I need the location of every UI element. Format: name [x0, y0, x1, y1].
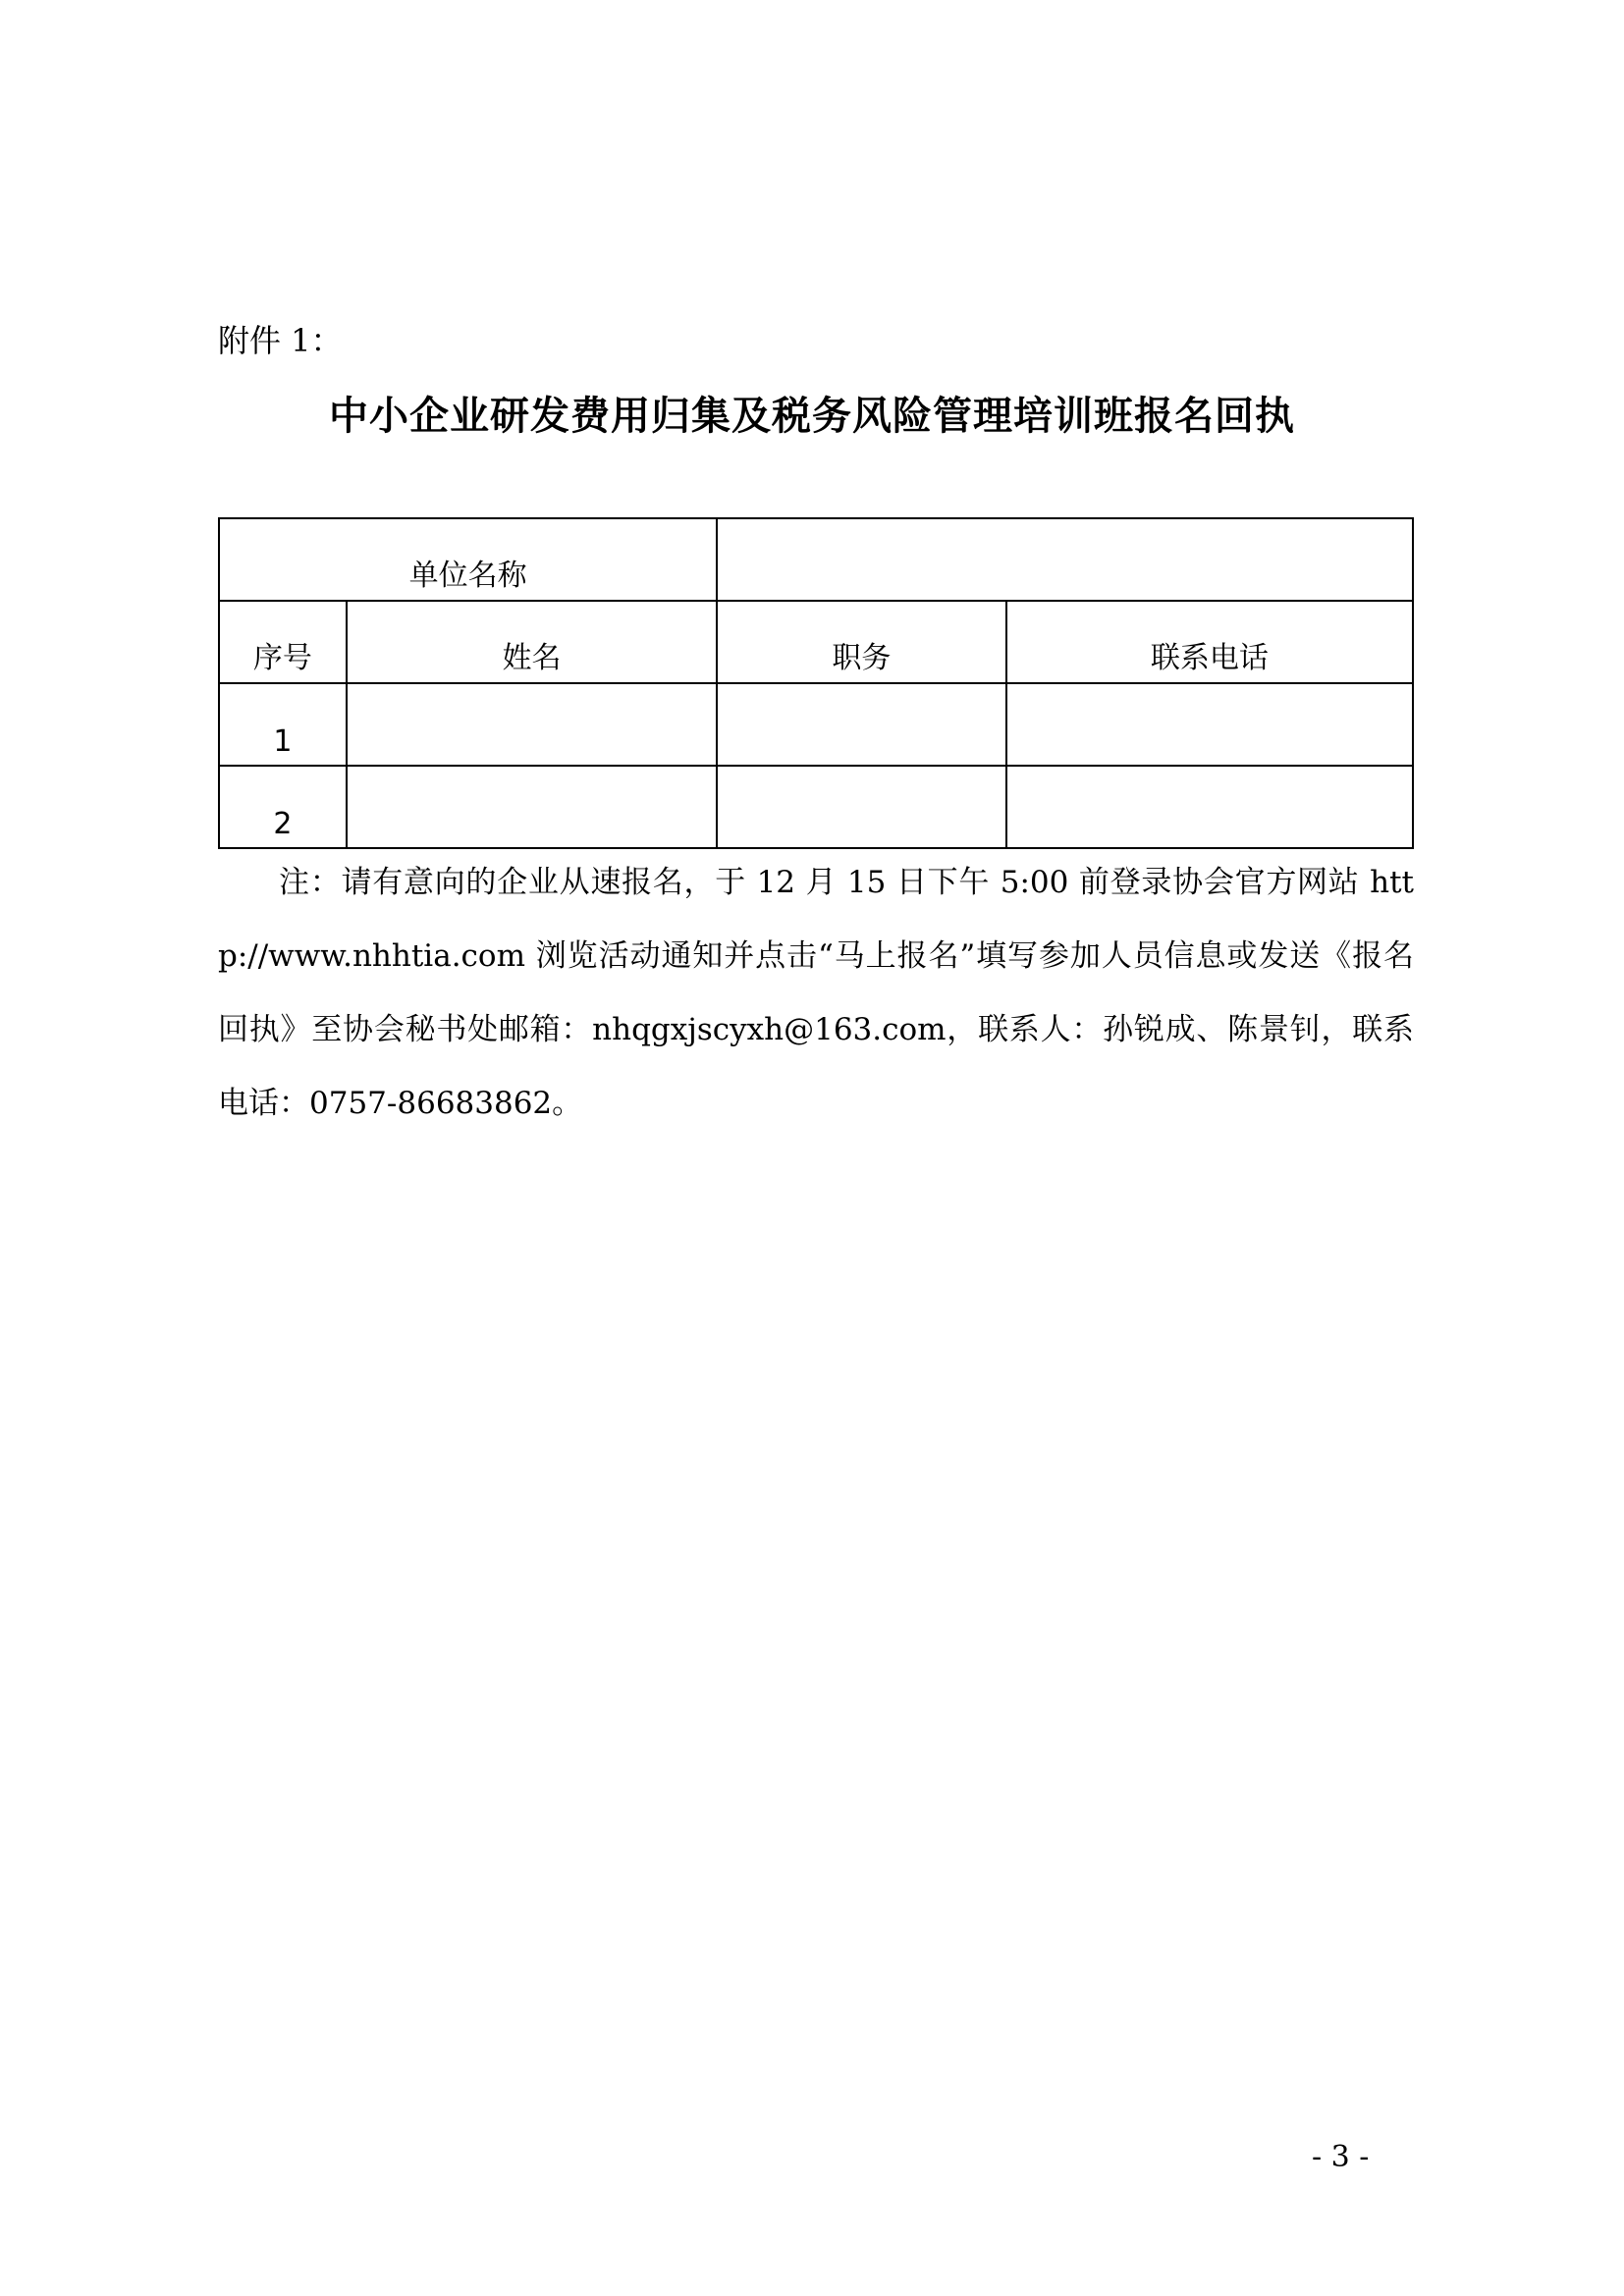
document-title: 中小企业研发费用归集及税务风险管理培训班报名回执 [329, 394, 1295, 439]
registration-table [218, 517, 1414, 849]
name-field[interactable] [347, 683, 717, 766]
unit-name-label: 单位名称 [219, 518, 717, 601]
position-field[interactable] [717, 683, 1006, 766]
header-index: 序号 [219, 601, 347, 683]
position-field[interactable] [717, 766, 1006, 848]
table-header-row [219, 601, 1413, 683]
header-position: 职务 [717, 601, 1006, 683]
attachment-label: 附件 1： [218, 322, 343, 359]
header-name: 姓名 [347, 601, 717, 683]
row-index: 1 [219, 683, 347, 766]
note-text: 注：请有意向的企业从速报名，于 12 月 15 日下午 5:00 前登录协会官方网站 http://www.nhhtia.com 浏览活动通知并点击“马上报名”填写参加人员信息或发送《报名回执》至协会秘书处邮箱：nhqgxjscyxh@163.com，联系人：孙锐成、陈景钊，联系电话：0757-86683862。 [218, 865, 1414, 1121]
registration-note [218, 846, 1414, 1141]
table-row [219, 683, 1413, 766]
phone-field[interactable] [1006, 683, 1413, 766]
page-number: - 3 - [1312, 2140, 1370, 2174]
table-row [219, 766, 1413, 848]
unit-name-row [219, 518, 1413, 601]
phone-field[interactable] [1006, 766, 1413, 848]
header-phone: 联系电话 [1006, 601, 1413, 683]
name-field[interactable] [347, 766, 717, 848]
row-index: 2 [219, 766, 347, 848]
unit-name-field[interactable] [717, 518, 1413, 601]
